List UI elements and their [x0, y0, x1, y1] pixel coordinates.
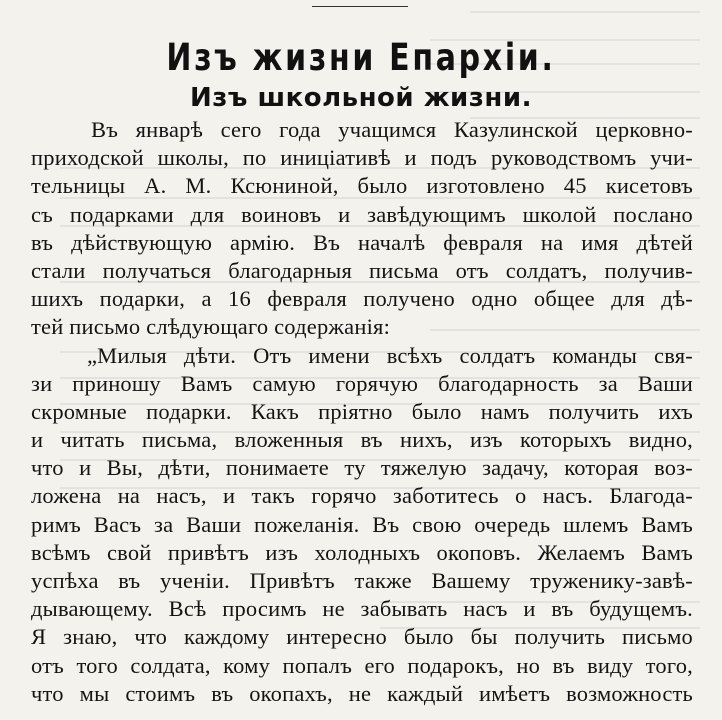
text-line: скромные подарки. Какъ пріятно было намъ получить ихъ — [31, 398, 693, 424]
text-line: съ подарками для воиновъ и завѣдующимъ школой послано — [31, 201, 693, 227]
text-line: Я знаю, что каждому интересно было бы получить письмо — [31, 624, 693, 650]
text-line: тельницы А. М. Ксюниной, было изготовлено 45 кисетовъ — [31, 173, 693, 199]
text-line: римъ Васъ за Ваши пожеланія. Въ свою очередь шлемъ Вамъ — [31, 511, 693, 537]
text-line: дывающему. Всѣ просимъ не забывать насъ и въ будущемъ. — [31, 596, 693, 622]
text-line: зи приношу Вамъ самую горячую благодарность за Ваши — [31, 370, 693, 396]
text-line: въ дѣйствующую армію. Въ началѣ февраля на имя дѣтей — [31, 229, 693, 255]
article-body — [31, 116, 693, 708]
text-line: что и Вы, дѣти, понимаете ту тяжелую задачу, которая воз- — [31, 455, 693, 481]
article-subtitle: Изъ школьной жизни. — [190, 83, 532, 113]
text-line: „Милыя дѣти. Отъ имени всѣхъ солдатъ команды свя- — [87, 342, 693, 368]
text-line: приходской школы, по иниціативѣ и подъ руководствомъ учи- — [31, 145, 693, 171]
text-line: Въ январѣ сего года учащимся Казулинской церковно- — [91, 117, 693, 142]
text-line: стали получаться благодарныя письма отъ солдатъ, получив- — [31, 257, 693, 283]
text-line: ложена на насъ, и такъ горячо заботитесь о насъ. Благода- — [31, 483, 693, 509]
text-line: отъ того солдата, кому попалъ его подарокъ, но въ виду того, — [31, 652, 693, 678]
text-line: и читать письма, вложенныя въ нихъ, изъ которыхъ видно, — [31, 427, 693, 453]
text-line: что мы стоимъ въ окопахъ, не каждый имѣетъ возможность — [31, 680, 693, 706]
text-line: шихъ подарки, а 16 февраля получено одно общее для дѣ- — [31, 286, 693, 312]
text-line: тей письмо слѣдующаго содержанія: — [31, 314, 391, 340]
text-line: успѣха въ ученіи. Привѣтъ также Вашему труженику-завѣ- — [31, 568, 693, 593]
section-title: Изъ жизни Епархіи. — [166, 36, 556, 79]
top-rule — [312, 6, 408, 7]
text-line: всѣмъ свой привѣтъ изъ холодныхъ окоповъ. Желаемъ Вамъ — [31, 539, 693, 565]
